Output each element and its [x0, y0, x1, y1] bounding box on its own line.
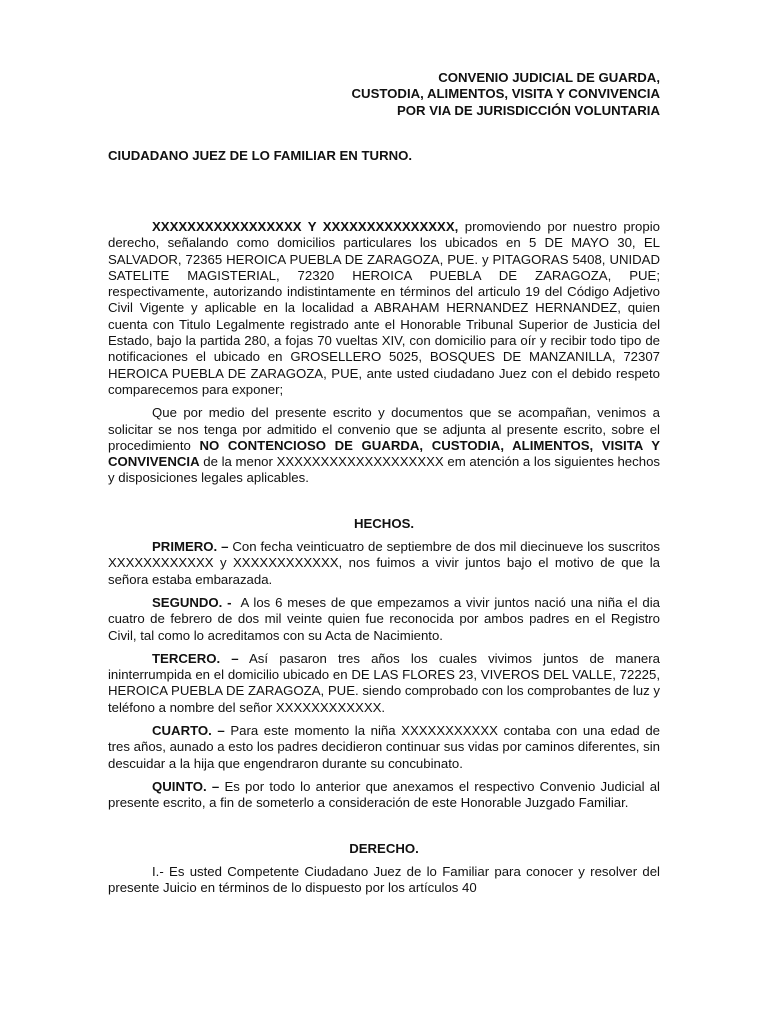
procedure-name: NO CONTENCIOSO DE GUARDA, CUSTODIA, ALIMENTOS, VISITA Y CONVIVENCIA: [108, 437, 660, 470]
hecho-text: Para este momento la niña XXXXXXXXXXX contaba con una edad de tres años, aunado a esto los padres decidieron continuar sus vidas por caminos diferentes, sin descuidar a la hija que engendraron durante su concubinato.: [108, 723, 660, 771]
hecho-quinto: [108, 779, 660, 812]
derecho-paragraph: I.- Es usted Competente Ciudadano Juez de lo Familiar para conocer y resolver del presente Juicio en términos de lo dispuesto por los artículos 40: [108, 863, 660, 896]
hechos-heading: HECHOS.: [353, 515, 415, 531]
hecho-cuarto: [108, 723, 660, 772]
title-line-3: POR VIA DE JURISDICCIÓN VOLUNTARIA: [396, 102, 660, 118]
hecho-segundo: [108, 594, 664, 644]
hecho-text: A los 6 meses de que empezamos a vivir juntos nació una niña el dia cuatro de febrero de dos mil veinte quien fue reconocida por ambos padres en el Registro Civil, tal como lo acreditamos con su Acta de Nacimiento.: [108, 594, 664, 643]
derecho-heading: DERECHO.: [349, 840, 419, 856]
parties-names: XXXXXXXXXXXXXXXXX Y XXXXXXXXXXXXXXX,: [152, 219, 459, 234]
document-title: [352, 70, 660, 119]
document-body: [108, 219, 664, 903]
addressee: CIUDADANO JUEZ DE LO FAMILIAR EN TURNO.: [108, 148, 413, 163]
hecho-text: Con fecha veinticuatro de septiembre de dos mil diecinueve los suscritos XXXXXXXXXXXX y XXXXXXXXXXXX, nos fuimos a vivir juntos bajo el motivo de que la señora estaba embarazada.: [108, 539, 660, 587]
intro-text: promoviendo por nuestro propio derecho, señalando como domicilios particulares los ubicados en 5 DE MAYO 30, EL SALVADOR, 72365 HEROICA PUEBLA DE ZARAGOZA, PUE. y PITAGORAS 5408, UNIDAD SATELITE MAGISTERIAL, 72320 HEROICA PUEBLA DE ZARAGOZA, PUE; respectivamente, autorizando indistintamente en términos del articulo 19 del Código Adjetivo Civil Vigente y aplicable en la localidad a ABRAHAM HERNANDEZ HERNANDEZ, quien cuenta con Titulo Legalmente registrado ante el Honorable Tribunal Superior de Justicia del Estado, bajo la partida 280, a fojas 70 vueltas XIV, con domicilio para oír y recibir todo tipo de notificaciones el ubicado en GROSELLERO 5025, BOSQUES DE MANZANILLA, 72307 HEROICA PUEBLA DE ZARAGOZA, PUE, ante usted ciudadano Juez con el debido respeto comparecemos para exponer;: [108, 219, 660, 397]
hecho-label: SEGUNDO. -: [152, 594, 232, 610]
hecho-label: PRIMERO. –: [152, 539, 229, 555]
hecho-primero: [108, 539, 660, 588]
intro-paragraph: [108, 219, 660, 398]
request-paragraph: [108, 405, 660, 486]
hecho-text: Así pasaron tres años los cuales vivimos juntos de manera ininterrumpida en el domicilio ubicado en DE LAS FLORES 23, VIVEROS DEL VALLE, 72225, HEROICA PUEBLA DE ZARAGOZA, PUE. siendo comprobado con los comprobantes de luz y teléfono a nombre del señor XXXXXXXXXXXX.: [108, 650, 660, 715]
hecho-label: QUINTO. –: [152, 778, 220, 794]
hecho-label: TERCERO. –: [152, 650, 239, 666]
title-line-1: CONVENIO JUDICIAL DE GUARDA,: [438, 70, 660, 85]
hecho-tercero: [108, 651, 660, 716]
hecho-label: CUARTO. –: [152, 723, 225, 739]
hecho-text: Es por todo lo anterior que anexamos el respectivo Convenio Judicial al presente escrito, a fin de someterlo a consideración de este Honorable Juzgado Familiar.: [108, 778, 660, 811]
title-line-2: CUSTODIA, ALIMENTOS, VISITA Y CONVIVENCIA: [351, 86, 660, 102]
request-text-after: de la menor XXXXXXXXXXXXXXXXXXX em atención a los siguientes hechos y disposiciones legales aplicables.: [108, 454, 660, 486]
request-text-before: Que por medio del presente escrito y documentos que se acompañan, venimos a solicitar se nos tenga por admitido el convenio que se adjunta al presente escrito, sobre el procedimiento: [108, 405, 660, 453]
